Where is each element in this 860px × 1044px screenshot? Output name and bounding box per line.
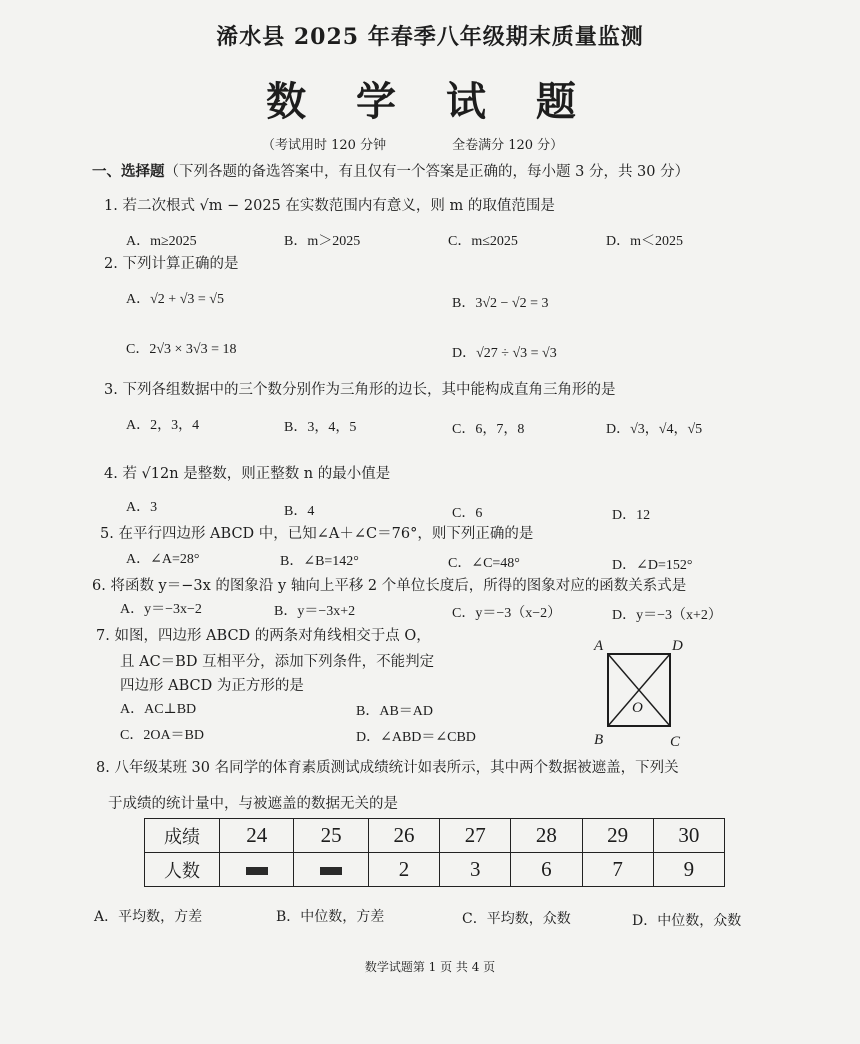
masked-value (246, 867, 268, 875)
q7-option-b: B．AB＝AD (356, 704, 434, 719)
question-2: 2. 下列计算正确的是 (104, 256, 239, 272)
q2-option-a: A．√2 + √3 = √5 (126, 292, 224, 307)
exam-info (262, 134, 563, 153)
subject-title: 数 学 试 题 (266, 78, 594, 125)
exam-title: 浠水县 2025 年春季八年级期末质量监测 (216, 24, 644, 50)
score-cell: 28 (511, 819, 582, 853)
question-4: 4. 若 √12n 是整数，则正整数 n 的最小值是 (104, 466, 391, 482)
duration-text: （考试用时 120 分钟 (262, 138, 387, 153)
score-cell: 27 (440, 819, 511, 853)
q7-option-c: C．2OA＝BD (120, 728, 205, 743)
q7-option-d: D．∠ABD＝∠CBD (356, 730, 476, 745)
q5-option-d: D．∠D=152° (612, 558, 693, 573)
table-row-scores (145, 819, 725, 853)
score-cell: 30 (653, 819, 724, 853)
q1-option-a: A．m≥2025 (126, 234, 197, 249)
count-cell: 6 (511, 853, 582, 887)
q4-option-d: D．12 (612, 508, 651, 523)
q1-option-b: B．m＞2025 (284, 234, 361, 249)
section-instructions: （下列各题的备选答案中，有且仅有一个答案是正确的，每小题 3 分，共 30 分） (164, 164, 690, 180)
q6-option-a: A．y＝−3x−2 (120, 602, 202, 617)
q2-option-c: C．2√3 × 3√3 = 18 (126, 342, 237, 357)
score-cell: 29 (582, 819, 653, 853)
question-7-line-3: 四边形 ABCD 为正方形的是 (120, 678, 304, 694)
q1-option-c: C．m≤2025 (448, 234, 518, 249)
q8-option-a: A．平均数，方差 (94, 909, 203, 925)
question-7-line-2: 且 AC＝BD 互相平分，添加下列条件，不能判定 (120, 654, 435, 670)
q4-option-b: B．4 (284, 504, 315, 519)
table-row-counts (145, 853, 725, 887)
label-b: B (594, 732, 604, 748)
q4-option-c: C．6 (452, 506, 483, 521)
label-o: O (632, 700, 643, 716)
q3-option-b: B．3，4，5 (284, 420, 357, 435)
section-title: 一、选择题 (92, 163, 165, 180)
question-8: 8. 八年级某班 30 名同学的体育素质测试成绩统计如表所示，其中两个数据被遮盖，下列关 (96, 760, 679, 776)
count-cell: 2 (368, 853, 439, 887)
q6-option-b: B．y＝−3x+2 (274, 604, 356, 619)
question-6: 6. 将函数 y＝−3x 的图象沿 y 轴向上平移 2 个单位长度后，所得的图象对应的函数关系式是 (92, 578, 687, 594)
q5-option-b: B．∠B=142° (280, 554, 359, 569)
count-cell-masked (294, 853, 368, 887)
label-d: D (672, 638, 683, 654)
question-1: 1. 若二次根式 √m − 2025 在实数范围内有意义，则 m 的取值范围是 (104, 198, 555, 214)
q3-option-d: D．√3，√4，√5 (606, 422, 703, 437)
q3-option-a: A．2，3，4 (126, 418, 200, 433)
question-7: 7. 如图，四边形 ABCD 的两条对角线相交于点 O， (96, 628, 431, 644)
q7-option-a: A．AC⊥BD (120, 702, 197, 717)
question-5: 5. 在平行四边形 ABCD 中，已知∠A＋∠C＝76°，则下列正确的是 (100, 526, 534, 542)
q8-option-b: B．中位数，方差 (276, 909, 385, 925)
q3-option-c: C．6，7，8 (452, 422, 525, 437)
count-cell: 7 (582, 853, 653, 887)
question-8-line-2: 于成绩的统计量中，与被遮盖的数据无关的是 (108, 796, 398, 812)
count-cell: 3 (440, 853, 511, 887)
q8-option-d: D．中位数，众数 (632, 913, 742, 929)
label-a: A (594, 638, 604, 654)
q8-option-c: C．平均数，众数 (462, 911, 571, 927)
count-cell-masked (220, 853, 294, 887)
q6-option-d: D．y＝−3（x+2） (612, 608, 722, 623)
q5-option-c: C．∠C=48° (448, 556, 520, 571)
score-cell: 24 (220, 819, 294, 853)
score-cell: 25 (294, 819, 368, 853)
section-heading (92, 160, 689, 181)
square-diagram (592, 636, 702, 748)
q5-option-a: A．∠A=28° (126, 552, 200, 567)
score-cell: 26 (368, 819, 439, 853)
count-cell: 9 (653, 853, 724, 887)
q2-option-d: D．√27 ÷ √3 = √3 (452, 346, 557, 361)
score-table (144, 818, 725, 887)
q2-option-b: B．3√2 − √2 = 3 (452, 296, 549, 311)
page-footer: 数学试题第 1 页 共 4 页 (364, 960, 496, 974)
label-c: C (670, 734, 681, 748)
q4-option-a: A．3 (126, 500, 158, 515)
full-score-text: 全卷满分 120 分） (452, 138, 564, 153)
q6-option-c: C．y＝−3（x−2） (452, 606, 562, 621)
question-3: 3. 下列各组数据中的三个数分别作为三角形的边长，其中能构成直角三角形的是 (104, 382, 616, 398)
scores-label: 成绩 (145, 819, 220, 853)
q1-option-d: D．m＜2025 (606, 234, 683, 249)
counts-label: 人数 (145, 853, 220, 887)
masked-value (320, 867, 342, 875)
